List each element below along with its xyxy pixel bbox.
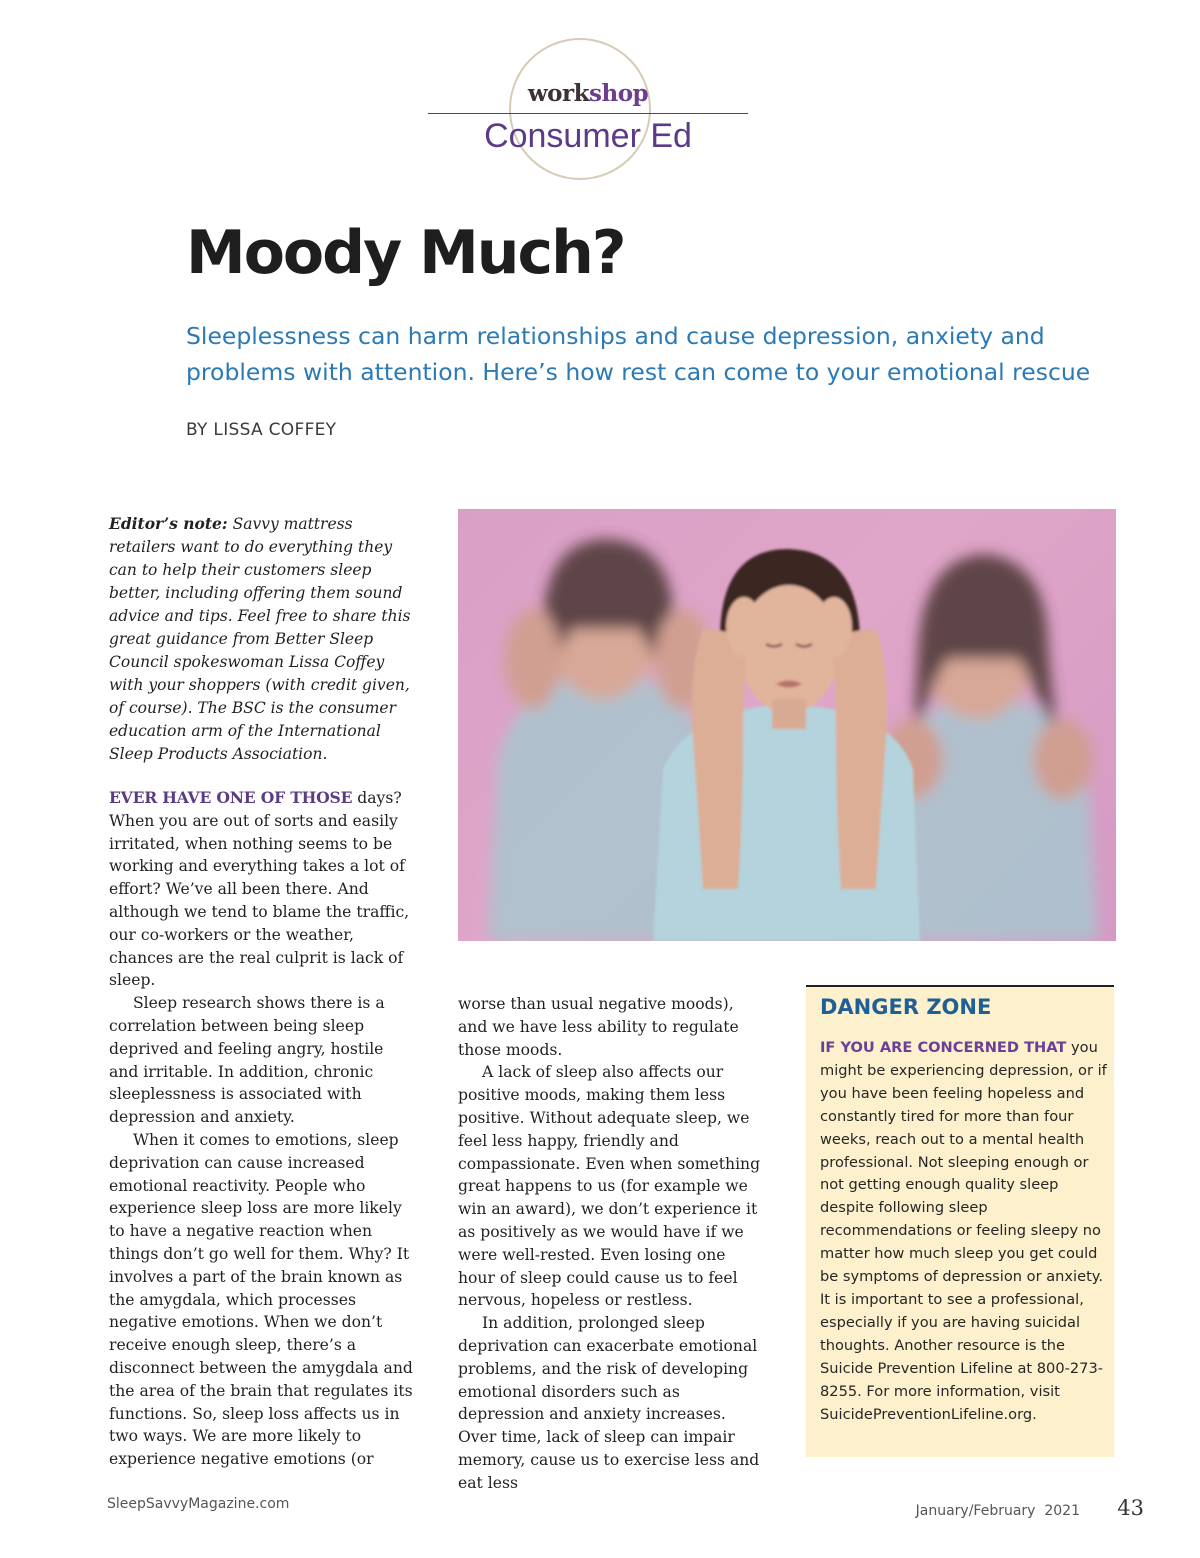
section-badge-rule: [428, 113, 748, 114]
department-label: [430, 80, 746, 107]
section-name: Consumer Ed: [484, 117, 692, 155]
body-paragraph-6: In addition, prolonged sleep deprivation can exacerbate emotional problems, and the risk of developing emotional disorders such as depression and anxiety increases. Over time, lack of sleep can impair memory, cause us to exercise less and eat less: [458, 1314, 760, 1492]
department-label-work: work: [527, 80, 590, 107]
editors-note-text: Savvy mattress retailers want to do everything they can to help their customers sleep better, including offering them sound advice and tips. Feel free to share this great guidance from Better Sleep Council spokeswoman Lissa Coffey with your shoppers (with credit given, of course). The BSC is the consumer education arm of the International Sleep Products Association.: [109, 515, 411, 763]
sidebar-heading: DANGER ZONE: [820, 995, 992, 1019]
page-number: 43: [1117, 1496, 1144, 1520]
section-badge-circle: [509, 38, 651, 180]
footer-issue-date: [916, 1503, 1080, 1519]
article-photo: [458, 509, 1116, 941]
body-lead-in: EVER HAVE ONE OF THOSE: [109, 788, 353, 807]
editors-note-label: Editor’s note:: [109, 514, 228, 533]
stressed-woman-illustration: [458, 509, 1116, 941]
body-paragraph-4: worse than usual negative moods), and we have less ability to regulate those moods.: [458, 995, 739, 1059]
sidebar-text: you might be experiencing depression, or if you have been feeling hopeless and constantly tired for more than four weeks, reach out to a mental health professional. Not sleeping enough or not getting enough quality sleep despite following sleep recommendations or feeling sleepy no matter how much sleep you get could be symptoms of depression or anxiety. It is important to see a professional, especially if you are having suicidal thoughts. Another resource is the Suicide Prevention Lifeline at 800-273-8255. For more information, visit SuicidePreventionLifeline.org.: [820, 1039, 1107, 1423]
article-byline: BY LISSA COFFEY: [186, 420, 337, 440]
article-column-1: [109, 787, 415, 1471]
body-paragraph-5: A lack of sleep also affects our positive moods, making them less positive. Without adequate sleep, we feel less happy, friendly and compassionate. Even when something great happens to us (for example we win an award), we don’t experience it as positively as we would have if we were well-rested. Even losing one hour of sleep could cause us to feel nervous, hopeless or restless.: [458, 1063, 761, 1310]
sidebar-lead-in: IF YOU ARE CONCERNED THAT: [820, 1039, 1067, 1056]
body-paragraph-3: When it comes to emotions, sleep deprivation can cause increased emotional reactivity. People who experience sleep loss are more likely to have a negative reaction when things don’t go well for them. Why? It involves a part of the brain known as the amygdala, which processes negative emotions. When we don’t receive enough sleep, there’s a disconnect between the amygdala and the area of the brain that regulates its functions. So, sleep loss affects us in two ways. We are more likely to experience negative emotions (or: [109, 1130, 413, 1469]
body-paragraph-1: days? When you are out of sorts and easily irritated, when nothing seems to be working and everything takes a lot of effort? We’ve all been there. And although we tend to blame the traffic, our co-workers or the weather, chances are the real culprit is lack of sleep.: [109, 789, 410, 990]
sidebar-body: [820, 1037, 1110, 1426]
article-dek: Sleeplessness can harm relationships and cause depression, anxiety and problems with attention. Here’s how rest can come to your emotional rescue: [186, 322, 1091, 386]
article-column-2: [458, 993, 764, 1495]
footer-website: SleepSavvyMagazine.com: [107, 1496, 290, 1512]
footer-issue-date-text: January/February 2021: [915, 1503, 1080, 1519]
editors-note: [109, 512, 421, 766]
article-title: Moody Much?: [186, 218, 625, 288]
department-label-shop: shop: [589, 80, 649, 107]
body-paragraph-2: Sleep research shows there is a correlation between being sleep deprived and feeling angry, hostile and irritable. In addition, chronic sleeplessness is associated with depression and anxiety.: [109, 994, 385, 1127]
